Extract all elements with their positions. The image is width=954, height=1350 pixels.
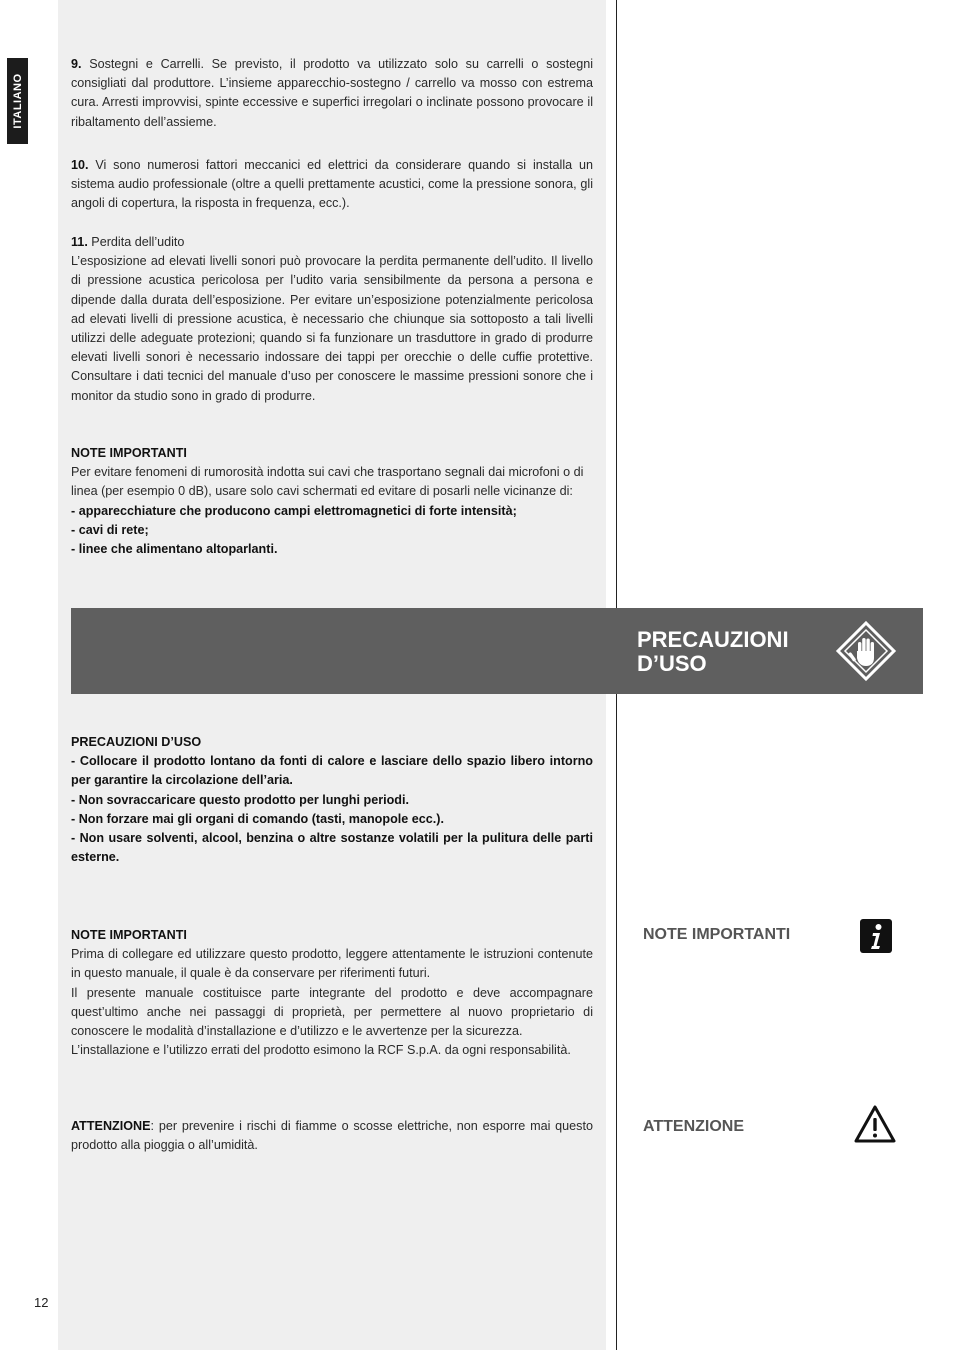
precaution-item: - Collocare il prodotto lontano da fonti di calore e lasciare dello spazio libero intorno per garantire la circolazione dell’aria.	[71, 754, 593, 788]
section-banner	[71, 608, 923, 694]
note-list-item: - cavi di rete;	[71, 522, 149, 537]
note-paragraph: Prima di collegare ed utilizzare questo prodotto, leggere attentamente le istruzioni contenute in questo manuale, il quale è da conservare per riferimenti futuri.	[71, 947, 593, 981]
item-text: Vi sono numerosi fattori meccanici ed elettrici da considerare quando si installa un sistema audio professionale (oltre a quelli prettamente acustici, come la pressione sonora, gli angoli di copertura, la risposta in frequenza, ecc.).	[71, 158, 593, 211]
note-important-2	[71, 926, 593, 1060]
note-important-1	[71, 444, 593, 559]
attention-text: : per prevenire i rischi di fiamme o scosse elettriche, non esporre mai questo prodotto alla pioggia o all’umidità.	[71, 1119, 593, 1153]
precautions-heading: PRECAUZIONI D’USO	[71, 735, 202, 749]
note-text: Per evitare fenomeni di rumorosità indotta sui cavi che trasportano segnali dai microfoni o di linea (per esempio 0 dB), usare solo cavi schermati ed evitare di posarli nelle vicinanze di:	[71, 465, 584, 499]
side-label-attention: ATTENZIONE	[643, 1118, 745, 1135]
item-text: Sostegni e Carrelli. Se previsto, il prodotto va utilizzato solo su carrelli o sostegni consigliati dal produttore. L’insieme apparecchio-sostegno / carrello va mosso con estrema cura. Arresti improvvisi, spinte eccessive e superfici irregolari o inclinate possono provocare il ribaltamento dell’assieme.	[71, 57, 593, 129]
section-item-10	[71, 156, 593, 214]
note-heading: NOTE IMPORTANTI	[71, 446, 187, 460]
section-attention	[71, 1117, 593, 1155]
item-text: L’esposizione ad elevati livelli sonori può provocare la perdita permanente dell’udito. Il livello di pressione acustica pericolosa per l’udito varia sensibilmente da persona a persona e dipende dalla durata dell’esposizione. Per evitare un’esposizione potenzialmente pericolosa ad elevati livelli di pressione acustica, è necessario che chiunque sia sottoposto a tali livelli utilizzi delle adeguate protezioni; quando si fa funzionare un trasduttore in grado di produrre elevati livelli sonori è necessario indossare dei tappi per orecchie o delle cuffie protettive. Consultare i dati tecnici del manuale d’uso per conoscere le massime pressioni sonore che i monitor da studio sono in grado di produrre.	[71, 254, 593, 403]
banner-title-line: D’USO	[637, 651, 707, 676]
note-list-item: - linee che alimentano altoparlanti.	[71, 542, 278, 557]
item-number: 9.	[71, 57, 82, 71]
note-list-item: - apparecchiature che producono campi elettromagnetici di forte intensità;	[71, 503, 517, 518]
side-label-note: NOTE IMPORTANTI	[643, 926, 791, 943]
hand-warning-icon	[835, 620, 897, 682]
section-item-9	[71, 55, 593, 132]
precaution-item: - Non usare solventi, alcool, benzina o altre sostanze volatili per la pulitura delle parti esterne.	[71, 831, 593, 865]
section-item-11	[71, 233, 593, 406]
note-paragraph: L’installazione e l’utilizzo errati del prodotto esimono la RCF S.p.A. da ogni responsabilità.	[71, 1043, 571, 1058]
item-number: 11.	[71, 235, 88, 249]
item-number: 10.	[71, 158, 89, 172]
note-heading: NOTE IMPORTANTI	[71, 928, 187, 942]
banner-title	[637, 628, 789, 676]
banner-title-line: PRECAUZIONI	[637, 627, 789, 652]
language-label: ITALIANO	[11, 73, 24, 129]
precaution-item: - Non sovraccaricare questo prodotto per lunghi periodi.	[71, 792, 409, 807]
language-tab	[7, 58, 28, 144]
note-paragraph: Il presente manuale costituisce parte integrante del prodotto e deve accompagnare quest’ultimo anche nei passaggi di proprietà, per permettere al nuovo proprietario di conoscere le modalità d’installazione e d’utilizzo e le avvertenze per la sicurezza.	[71, 985, 593, 1039]
warning-triangle-icon	[853, 1104, 897, 1144]
item-title: Perdita dell’udito	[87, 235, 185, 249]
section-precautions	[71, 733, 593, 867]
precaution-item: - Non forzare mai gli organi di comando (tasti, manopole ecc.).	[71, 811, 444, 826]
attention-label: ATTENZIONE	[71, 1119, 151, 1133]
info-icon	[860, 919, 892, 953]
page-number: 12	[34, 1295, 49, 1310]
